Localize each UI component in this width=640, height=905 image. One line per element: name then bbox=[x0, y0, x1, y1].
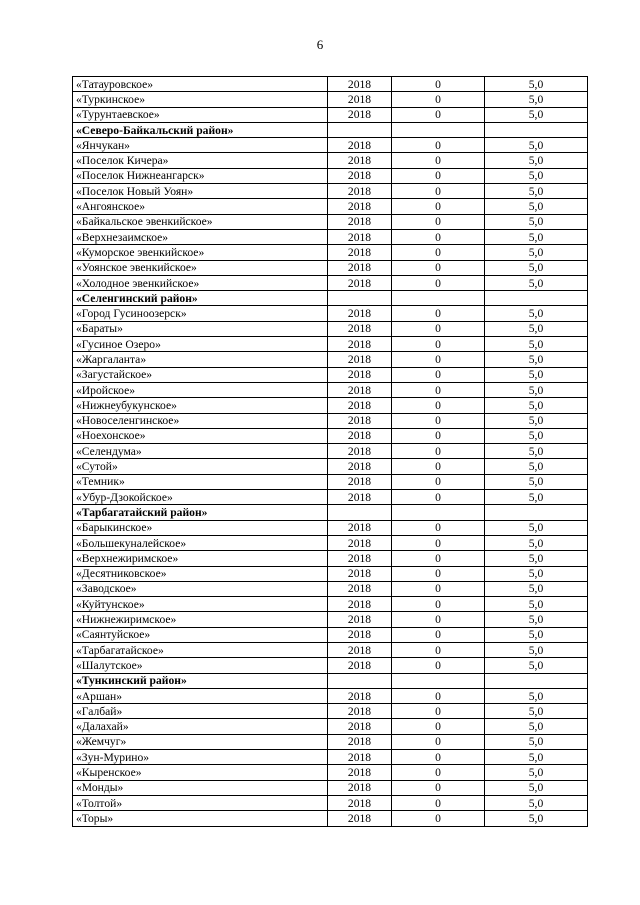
table-row bbox=[73, 382, 588, 397]
year-cell: 2018 bbox=[328, 352, 392, 367]
table-row bbox=[73, 719, 588, 734]
table-body bbox=[73, 77, 588, 827]
settlement-name-cell: «Куморское эвенкийское» bbox=[73, 245, 328, 260]
value-cell: 5,0 bbox=[485, 581, 588, 596]
settlement-name-cell: «Аршан» bbox=[73, 688, 328, 703]
count-cell: 0 bbox=[392, 199, 485, 214]
year-cell: 2018 bbox=[328, 138, 392, 153]
count-cell: 0 bbox=[392, 107, 485, 122]
settlement-name-cell: «Галбай» bbox=[73, 704, 328, 719]
count-cell: 0 bbox=[392, 490, 485, 505]
value-cell: 5,0 bbox=[485, 306, 588, 321]
table-row bbox=[73, 627, 588, 642]
count-cell: 0 bbox=[392, 520, 485, 535]
settlement-name-cell: «Уоянское эвенкийское» bbox=[73, 260, 328, 275]
settlement-name-cell: «Зун-Мурино» bbox=[73, 750, 328, 765]
value-cell: 5,0 bbox=[485, 199, 588, 214]
settlement-name-cell: «Куйтунское» bbox=[73, 597, 328, 612]
count-cell: 0 bbox=[392, 444, 485, 459]
table-row bbox=[73, 551, 588, 566]
table-row bbox=[73, 352, 588, 367]
value-cell: 5,0 bbox=[485, 260, 588, 275]
settlement-name-cell: «Иройское» bbox=[73, 382, 328, 397]
year-cell: 2018 bbox=[328, 474, 392, 489]
count-cell: 0 bbox=[392, 428, 485, 443]
district-header-row bbox=[73, 505, 588, 520]
count-cell: 0 bbox=[392, 168, 485, 183]
settlement-name-cell: «Убур-Дзокойское» bbox=[73, 490, 328, 505]
settlement-name-cell: «Холодное эвенкийское» bbox=[73, 275, 328, 290]
year-cell: 2018 bbox=[328, 398, 392, 413]
year-cell: 2018 bbox=[328, 658, 392, 673]
settlement-name-cell: «Турунтаевское» bbox=[73, 107, 328, 122]
count-cell: 0 bbox=[392, 321, 485, 336]
district-name-cell: «Селенгинский район» bbox=[73, 291, 328, 306]
settlements-table bbox=[72, 76, 588, 827]
count-cell: 0 bbox=[392, 382, 485, 397]
value-cell: 5,0 bbox=[485, 490, 588, 505]
settlement-name-cell: «Верхнезаимское» bbox=[73, 229, 328, 244]
year-cell bbox=[328, 505, 392, 520]
value-cell: 5,0 bbox=[485, 229, 588, 244]
value-cell bbox=[485, 291, 588, 306]
value-cell: 5,0 bbox=[485, 612, 588, 627]
table-row bbox=[73, 321, 588, 336]
year-cell: 2018 bbox=[328, 229, 392, 244]
count-cell: 0 bbox=[392, 77, 485, 92]
settlement-name-cell: «Поселок Нижнеангарск» bbox=[73, 168, 328, 183]
value-cell: 5,0 bbox=[485, 688, 588, 703]
count-cell bbox=[392, 673, 485, 688]
table-row bbox=[73, 92, 588, 107]
value-cell: 5,0 bbox=[485, 184, 588, 199]
table-row bbox=[73, 77, 588, 92]
value-cell: 5,0 bbox=[485, 382, 588, 397]
value-cell bbox=[485, 122, 588, 137]
count-cell: 0 bbox=[392, 658, 485, 673]
year-cell: 2018 bbox=[328, 428, 392, 443]
value-cell: 5,0 bbox=[485, 597, 588, 612]
settlement-name-cell: «Нижнеубукунское» bbox=[73, 398, 328, 413]
year-cell: 2018 bbox=[328, 597, 392, 612]
year-cell: 2018 bbox=[328, 168, 392, 183]
settlement-name-cell: «Туркинское» bbox=[73, 92, 328, 107]
value-cell: 5,0 bbox=[485, 719, 588, 734]
table-row bbox=[73, 199, 588, 214]
value-cell: 5,0 bbox=[485, 704, 588, 719]
table-row bbox=[73, 612, 588, 627]
count-cell: 0 bbox=[392, 704, 485, 719]
year-cell: 2018 bbox=[328, 459, 392, 474]
settlement-name-cell: «Город Гусиноозерск» bbox=[73, 306, 328, 321]
district-header-row bbox=[73, 122, 588, 137]
table-row bbox=[73, 750, 588, 765]
year-cell: 2018 bbox=[328, 520, 392, 535]
district-header-row bbox=[73, 291, 588, 306]
year-cell: 2018 bbox=[328, 153, 392, 168]
year-cell: 2018 bbox=[328, 627, 392, 642]
year-cell: 2018 bbox=[328, 367, 392, 382]
count-cell: 0 bbox=[392, 795, 485, 810]
table-row bbox=[73, 275, 588, 290]
value-cell: 5,0 bbox=[485, 138, 588, 153]
year-cell: 2018 bbox=[328, 780, 392, 795]
count-cell: 0 bbox=[392, 413, 485, 428]
district-name-cell: «Тарбагатайский район» bbox=[73, 505, 328, 520]
count-cell: 0 bbox=[392, 275, 485, 290]
value-cell: 5,0 bbox=[485, 245, 588, 260]
table-row bbox=[73, 107, 588, 122]
table-row bbox=[73, 490, 588, 505]
year-cell: 2018 bbox=[328, 92, 392, 107]
settlement-name-cell: «Гусиное Озеро» bbox=[73, 337, 328, 352]
count-cell: 0 bbox=[392, 229, 485, 244]
settlement-name-cell: «Толтой» bbox=[73, 795, 328, 810]
table-row bbox=[73, 520, 588, 535]
value-cell: 5,0 bbox=[485, 77, 588, 92]
count-cell: 0 bbox=[392, 367, 485, 382]
table-row bbox=[73, 704, 588, 719]
table-row bbox=[73, 245, 588, 260]
settlement-name-cell: «Десятниковское» bbox=[73, 566, 328, 581]
value-cell: 5,0 bbox=[485, 275, 588, 290]
year-cell bbox=[328, 673, 392, 688]
district-name-cell: «Тункинский район» bbox=[73, 673, 328, 688]
settlement-name-cell: «Монды» bbox=[73, 780, 328, 795]
settlement-name-cell: «Янчукан» bbox=[73, 138, 328, 153]
table-row bbox=[73, 260, 588, 275]
settlement-name-cell: «Большекуналейское» bbox=[73, 535, 328, 550]
value-cell: 5,0 bbox=[485, 642, 588, 657]
value-cell: 5,0 bbox=[485, 750, 588, 765]
value-cell: 5,0 bbox=[485, 566, 588, 581]
count-cell bbox=[392, 291, 485, 306]
settlement-name-cell: «Нижнежиримское» bbox=[73, 612, 328, 627]
count-cell: 0 bbox=[392, 352, 485, 367]
count-cell: 0 bbox=[392, 398, 485, 413]
table-row bbox=[73, 398, 588, 413]
value-cell: 5,0 bbox=[485, 352, 588, 367]
settlement-name-cell: «Тарбагатайское» bbox=[73, 642, 328, 657]
table-row bbox=[73, 688, 588, 703]
count-cell bbox=[392, 122, 485, 137]
count-cell: 0 bbox=[392, 734, 485, 749]
table-row bbox=[73, 642, 588, 657]
settlement-name-cell: «Шалутское» bbox=[73, 658, 328, 673]
value-cell: 5,0 bbox=[485, 107, 588, 122]
table-row bbox=[73, 795, 588, 810]
table-row bbox=[73, 581, 588, 596]
year-cell: 2018 bbox=[328, 734, 392, 749]
count-cell: 0 bbox=[392, 153, 485, 168]
value-cell: 5,0 bbox=[485, 765, 588, 780]
table-row bbox=[73, 658, 588, 673]
settlement-name-cell: «Селендума» bbox=[73, 444, 328, 459]
value-cell: 5,0 bbox=[485, 444, 588, 459]
settlement-name-cell: «Заводское» bbox=[73, 581, 328, 596]
count-cell: 0 bbox=[392, 765, 485, 780]
settlement-name-cell: «Жаргаланта» bbox=[73, 352, 328, 367]
count-cell: 0 bbox=[392, 551, 485, 566]
settlement-name-cell: «Кыренское» bbox=[73, 765, 328, 780]
year-cell: 2018 bbox=[328, 566, 392, 581]
year-cell bbox=[328, 122, 392, 137]
count-cell: 0 bbox=[392, 581, 485, 596]
settlement-name-cell: «Темник» bbox=[73, 474, 328, 489]
table-row bbox=[73, 153, 588, 168]
value-cell: 5,0 bbox=[485, 428, 588, 443]
value-cell: 5,0 bbox=[485, 627, 588, 642]
year-cell: 2018 bbox=[328, 535, 392, 550]
year-cell: 2018 bbox=[328, 581, 392, 596]
year-cell: 2018 bbox=[328, 444, 392, 459]
count-cell: 0 bbox=[392, 474, 485, 489]
settlement-name-cell: «Татауровское» bbox=[73, 77, 328, 92]
value-cell: 5,0 bbox=[485, 734, 588, 749]
count-cell: 0 bbox=[392, 612, 485, 627]
year-cell: 2018 bbox=[328, 490, 392, 505]
settlement-name-cell: «Сутой» bbox=[73, 459, 328, 474]
table-row bbox=[73, 367, 588, 382]
year-cell: 2018 bbox=[328, 719, 392, 734]
settlement-name-cell: «Загустайское» bbox=[73, 367, 328, 382]
year-cell: 2018 bbox=[328, 199, 392, 214]
count-cell: 0 bbox=[392, 245, 485, 260]
table-row bbox=[73, 214, 588, 229]
district-header-row bbox=[73, 673, 588, 688]
year-cell bbox=[328, 291, 392, 306]
table-row bbox=[73, 229, 588, 244]
count-cell: 0 bbox=[392, 597, 485, 612]
value-cell: 5,0 bbox=[485, 214, 588, 229]
value-cell: 5,0 bbox=[485, 474, 588, 489]
value-cell: 5,0 bbox=[485, 520, 588, 535]
year-cell: 2018 bbox=[328, 306, 392, 321]
year-cell: 2018 bbox=[328, 275, 392, 290]
year-cell: 2018 bbox=[328, 184, 392, 199]
count-cell: 0 bbox=[392, 811, 485, 826]
settlement-name-cell: «Байкальское эвенкийское» bbox=[73, 214, 328, 229]
value-cell: 5,0 bbox=[485, 459, 588, 474]
count-cell: 0 bbox=[392, 780, 485, 795]
table-row bbox=[73, 765, 588, 780]
year-cell: 2018 bbox=[328, 107, 392, 122]
value-cell: 5,0 bbox=[485, 413, 588, 428]
table-row bbox=[73, 535, 588, 550]
year-cell: 2018 bbox=[328, 413, 392, 428]
table-row bbox=[73, 459, 588, 474]
settlement-name-cell: «Далахай» bbox=[73, 719, 328, 734]
year-cell: 2018 bbox=[328, 765, 392, 780]
value-cell: 5,0 bbox=[485, 811, 588, 826]
settlement-name-cell: «Саянтуйское» bbox=[73, 627, 328, 642]
year-cell: 2018 bbox=[328, 795, 392, 810]
count-cell: 0 bbox=[392, 184, 485, 199]
year-cell: 2018 bbox=[328, 704, 392, 719]
table-row bbox=[73, 566, 588, 581]
settlement-name-cell: «Ангоянское» bbox=[73, 199, 328, 214]
value-cell: 5,0 bbox=[485, 535, 588, 550]
table-row bbox=[73, 428, 588, 443]
value-cell: 5,0 bbox=[485, 780, 588, 795]
count-cell: 0 bbox=[392, 306, 485, 321]
table-row bbox=[73, 444, 588, 459]
value-cell: 5,0 bbox=[485, 551, 588, 566]
count-cell: 0 bbox=[392, 138, 485, 153]
settlement-name-cell: «Верхнежиримское» bbox=[73, 551, 328, 566]
count-cell: 0 bbox=[392, 719, 485, 734]
settlement-name-cell: «Ноехонское» bbox=[73, 428, 328, 443]
year-cell: 2018 bbox=[328, 612, 392, 627]
count-cell: 0 bbox=[392, 337, 485, 352]
settlement-name-cell: «Жемчуг» bbox=[73, 734, 328, 749]
value-cell: 5,0 bbox=[485, 92, 588, 107]
year-cell: 2018 bbox=[328, 750, 392, 765]
value-cell: 5,0 bbox=[485, 398, 588, 413]
settlement-name-cell: «Поселок Новый Уоян» bbox=[73, 184, 328, 199]
count-cell: 0 bbox=[392, 688, 485, 703]
count-cell bbox=[392, 505, 485, 520]
year-cell: 2018 bbox=[328, 811, 392, 826]
value-cell: 5,0 bbox=[485, 168, 588, 183]
value-cell: 5,0 bbox=[485, 795, 588, 810]
year-cell: 2018 bbox=[328, 260, 392, 275]
table-row bbox=[73, 306, 588, 321]
table-row bbox=[73, 811, 588, 826]
value-cell: 5,0 bbox=[485, 321, 588, 336]
count-cell: 0 bbox=[392, 535, 485, 550]
count-cell: 0 bbox=[392, 459, 485, 474]
settlement-name-cell: «Бараты» bbox=[73, 321, 328, 336]
table-row bbox=[73, 168, 588, 183]
table-row bbox=[73, 474, 588, 489]
value-cell: 5,0 bbox=[485, 658, 588, 673]
year-cell: 2018 bbox=[328, 245, 392, 260]
table-row bbox=[73, 780, 588, 795]
value-cell: 5,0 bbox=[485, 367, 588, 382]
settlement-name-cell: «Торы» bbox=[73, 811, 328, 826]
year-cell: 2018 bbox=[328, 382, 392, 397]
count-cell: 0 bbox=[392, 566, 485, 581]
value-cell: 5,0 bbox=[485, 153, 588, 168]
table-row bbox=[73, 337, 588, 352]
settlement-name-cell: «Поселок Кичера» bbox=[73, 153, 328, 168]
count-cell: 0 bbox=[392, 642, 485, 657]
value-cell: 5,0 bbox=[485, 337, 588, 352]
count-cell: 0 bbox=[392, 214, 485, 229]
year-cell: 2018 bbox=[328, 688, 392, 703]
value-cell bbox=[485, 505, 588, 520]
count-cell: 0 bbox=[392, 750, 485, 765]
count-cell: 0 bbox=[392, 260, 485, 275]
value-cell bbox=[485, 673, 588, 688]
table-row bbox=[73, 413, 588, 428]
year-cell: 2018 bbox=[328, 321, 392, 336]
table-row bbox=[73, 184, 588, 199]
settlement-name-cell: «Новоселенгинское» bbox=[73, 413, 328, 428]
district-name-cell: «Северо-Байкальский район» bbox=[73, 122, 328, 137]
year-cell: 2018 bbox=[328, 214, 392, 229]
table-row bbox=[73, 597, 588, 612]
settlement-name-cell: «Барыкинское» bbox=[73, 520, 328, 535]
year-cell: 2018 bbox=[328, 551, 392, 566]
year-cell: 2018 bbox=[328, 77, 392, 92]
table-row bbox=[73, 138, 588, 153]
year-cell: 2018 bbox=[328, 642, 392, 657]
year-cell: 2018 bbox=[328, 337, 392, 352]
page-number: 6 bbox=[316, 37, 324, 52]
count-cell: 0 bbox=[392, 92, 485, 107]
table-row bbox=[73, 734, 588, 749]
count-cell: 0 bbox=[392, 627, 485, 642]
